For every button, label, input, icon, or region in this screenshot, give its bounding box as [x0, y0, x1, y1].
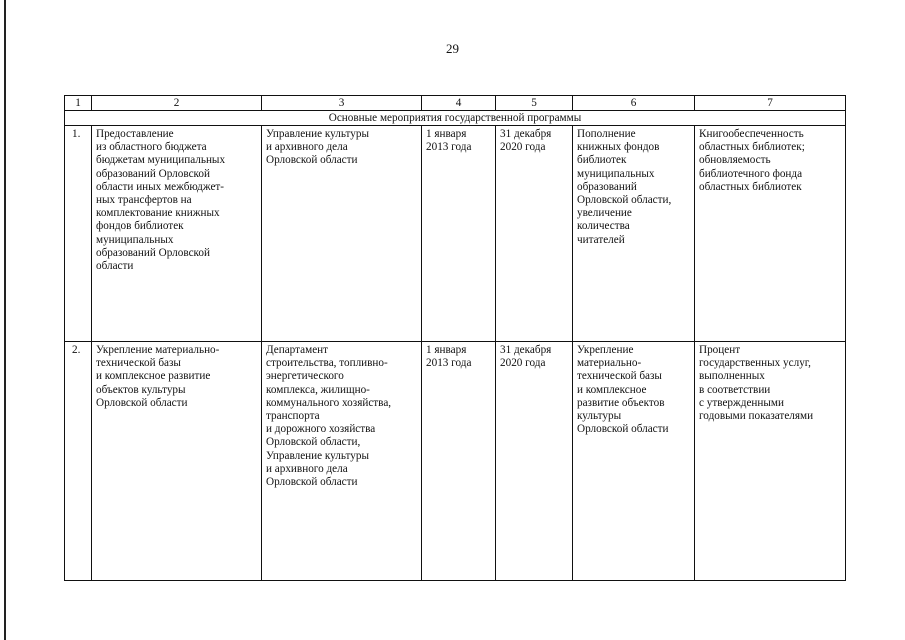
row-number: 2.	[65, 342, 92, 581]
column-number-5: 5	[496, 96, 573, 111]
column-number-6: 6	[573, 96, 695, 111]
start-date-cell: 1 января 2013 года	[422, 342, 496, 581]
page-edge-line	[4, 0, 6, 640]
column-number-4: 4	[422, 96, 496, 111]
page-number: 29	[446, 41, 459, 56]
end-date-cell: 31 декабря 2020 года	[496, 342, 573, 581]
section-title: Основные мероприятия государственной программы	[65, 111, 846, 126]
start-date-cell: 1 января 2013 года	[422, 126, 496, 342]
executor-cell: Управление культуры и архивного дела Орловской области	[262, 126, 422, 342]
column-number-3: 3	[262, 96, 422, 111]
program-table	[64, 95, 846, 581]
indicator-cell: Книгообеспеченность областных библиотек; обновляемость библиотечного фонда областных библиотек	[695, 126, 846, 342]
table-row	[65, 126, 846, 342]
indicator-cell: Процент государственных услуг, выполненных в соответствии с утвержденными годовыми показателями	[695, 342, 846, 581]
measure-name-cell: Предоставление из областного бюджета бюджетам муниципальных образований Орловской области иных межбюджет- ных трансфертов на комплектование книжных фондов библиотек муниципальных образований Орловской области	[92, 126, 262, 342]
column-number-row	[65, 96, 846, 111]
column-number-2: 2	[92, 96, 262, 111]
section-header-row	[65, 111, 846, 126]
table-row	[65, 342, 846, 581]
end-date-cell: 31 декабря 2020 года	[496, 126, 573, 342]
column-number-7: 7	[695, 96, 846, 111]
expected-result-cell: Укрепление материально- технической базы и комплексное развитие объектов культуры Орловской области	[573, 342, 695, 581]
measure-name-cell: Укрепление материально- технической базы и комплексное развитие объектов культуры Орловской области	[92, 342, 262, 581]
column-number-1: 1	[65, 96, 92, 111]
executor-cell: Департамент строительства, топливно- энергетического комплекса, жилищно- коммунального хозяйства, транспорта и дорожного хозяйства Орловской области, Управление культуры и архивного дела Орловской области	[262, 342, 422, 581]
row-number: 1.	[65, 126, 92, 342]
expected-result-cell: Пополнение книжных фондов библиотек муниципальных образований Орловской области, увеличение количества читателей	[573, 126, 695, 342]
